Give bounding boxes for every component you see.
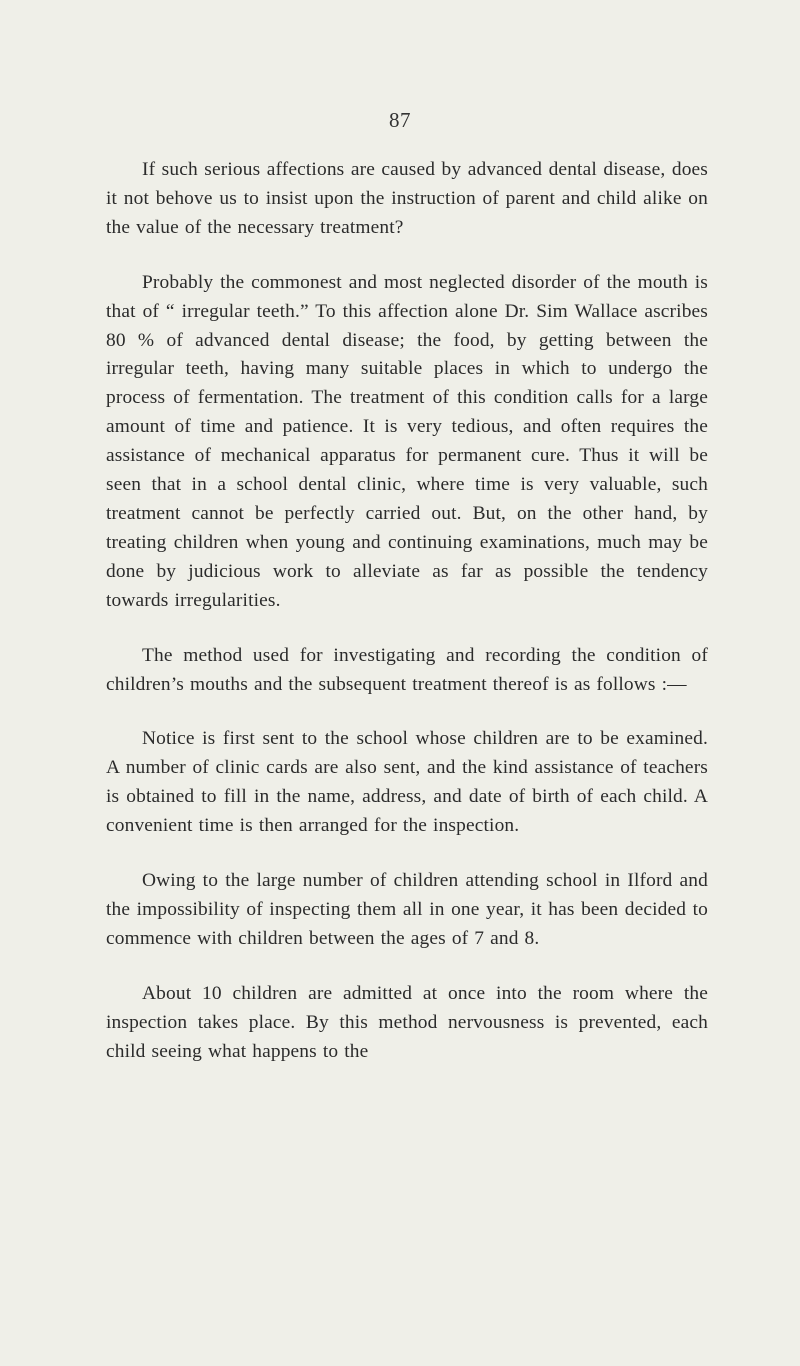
paragraph-1: If such serious affections are caused by advanced dental disease, does it not behove us to insist upon the instruction of parent and child alike on the value of the necessary treatment? xyxy=(106,159,708,238)
paragraph-6: About 10 children are admitted at once into the room where the inspection takes place. By this method nervousness is prevented, each child seeing what happens to the xyxy=(106,982,708,1062)
paragraph-2: Probably the commonest and most neglected disorder of the mouth is that of “ irregular teeth.” To this affection alone Dr. Sim Wallace ascribes 80 % of advanced dental disease; the food, by getting between the irregular teeth, having many suitable places in which to undergo the process of fermentation. The treatment of this condition calls for a large amount of time and patience. It is very tedious, and often requires the assistance of mechanical apparatus for permanent cure. Thus it will be seen that in a school dental clinic, where time is very valuable, such treatment cannot be perfectly carried out. But, on the other hand, by treating children when young and continuing examinations, much may be done by judicious work to alleviate as far as possible the tendency towards irregularities. xyxy=(106,271,708,611)
page-number: 87 xyxy=(389,108,411,132)
paragraph-3: The method used for investigating and recording the condition of children’s mouths and the subsequent treatment thereof is as follows :— xyxy=(106,644,708,695)
body-text xyxy=(106,156,708,1092)
paragraph-4: Notice is first sent to the school whose children are to be examined. A number of clinic cards are also sent, and the kind assistance of teachers is obtained to fill in the name, address, and date of birth of each child. A convenient time is then arranged for the inspection. xyxy=(106,728,708,837)
paragraph-5: Owing to the large number of children attending school in Ilford and the impossibility of inspecting them all in one year, it has been decided to commence with children between the ages of 7 and 8. xyxy=(106,870,708,949)
